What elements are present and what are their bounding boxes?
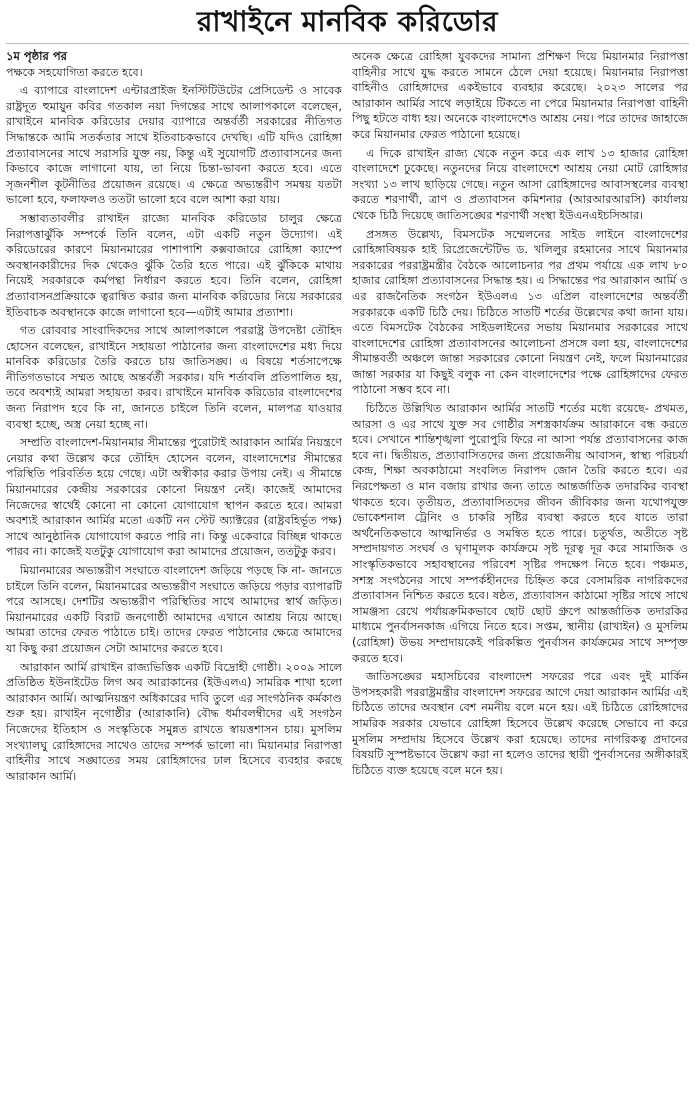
paragraph: জাতিসঙ্ঘের মহাসচিবের বাংলাদেশ সফরের পরে এবং দুই মার্কিন উপসহকারী পররাষ্ট্রমন্ত্রীর বাংলাদেশ সফরের আগে দেয়া আরাকান আর্মির এই চিঠিতে তাদের অবস্থান বেশ নমনীয় বলে মনে হয়। এই চিঠিতে রোহিঙ্গাদের সামরিক সরকার যেভাবে রোহিঙ্গা হিসেবে উল্লেখ করেছে সেভাবে না করে মুসলিম সম্প্রদায় হিসেবে উল্লেখ করা হয়েছে। তাদের নাগরিকত্ব প্রদানের বিষয়টি সুস্পষ্টভাবে উল্লেখ করা না হলেও তাদের স্থায়ী পুনর্বাসনের অঙ্গীকারই চিঠিতে ব্যক্ত হয়েছে বলে মনে হয়। bbox=[352, 670, 688, 777]
headline: রাখাইনে মানবিক করিডোর bbox=[6, 4, 689, 44]
continued-label: ১ম পৃষ্ঠার পর bbox=[6, 49, 67, 63]
paragraph: পক্ষকে সহযোগিতা করতে হবে। bbox=[6, 65, 143, 79]
left-column bbox=[6, 49, 342, 787]
paragraph: গত রোববার সাংবাদিকদের সাথে আলাপকালে পররাষ্ট্র উপদেষ্টা তৌহিদ হোসেন বলেছেন, রাখাইনে সহায়তা পাঠানোর জন্য বাংলাদেশের মধ্য দিয়ে মানবিক করিডোর তৈরি করতে চায় জাতিসঙ্ঘ। এ বিষয়ে শর্তসাপেক্ষে নীতিগতভাবে সম্মত আছে অন্তর্বর্তী সরকার। যদি শর্তাবলি প্রতিপালিত হয়, তবে অবশ্যই আমরা সহায়তা করব। রাখাইনে মানবিক করিডোর বাংলাদেশের জন্য নিরাপদ হবে কি না, জানতে চাইলে তিনি বলেন, মালপত্র যাওয়ার ব্যবস্থা হচ্ছে, অস্ত্র নেয়া হচ্ছে না। bbox=[6, 324, 342, 431]
paragraph: আরাকান আর্মি রাখাইন রাজ্যভিত্তিক একটি বিদ্রোহী গোষ্ঠী। ২০০৯ সালে প্রতিষ্ঠিত ইউনাইটেড লিগ অব আরাকানের (ইউএলএ) সামরিক শাখা হলো আরাকান আর্মি। আত্মনিয়ন্ত্রণ অধিকারের দাবি তুলে এর সাংগঠনিক কর্মকাণ্ড শুরু হয়। রাখাইন নৃগোষ্ঠীর (আরাকানি) বৌদ্ধ ধর্মাবলম্বীদের এই সংগঠন নিজেদের ইতিহাস ও সংস্কৃতিকে সমুন্নত রাখতে স্বায়ত্তশাসন চায়। মুসলিম সংখ্যালঘু রোহিঙ্গাদের সাথেও তাদের সম্পর্ক ভালো না। মিয়ানমার নিরাপত্তা বাহিনীর সাথে সঙ্ঘাতের সময় রোহিঙ্গাদের ঢাল হিসেবে ব্যবহার করছে আরাকান আর্মি। bbox=[6, 660, 342, 783]
paragraph: এ দিকে রাখাইন রাজ্য থেকে নতুন করে এক লাখ ১৩ হাজার রোহিঙ্গা বাংলাদেশে ঢুকেছে। নতুনদের নিয়ে বাংলাদেশে আশ্রয় নেয়া মোট রোহিঙ্গার সংখ্যা ১৩ লাখ ছাড়িয়ে গেছে। নতুন আসা রোহিঙ্গাদের আবাসস্থলের ব্যবস্থা করতে শরণার্থী, ত্রাণ ও প্রত্যাবাসন কমিশনার (আরআরআরসি) কার্যালয় থেকে চিঠি দিয়েছে জাতিসঙ্ঘের শরণার্থী সংস্থা ইউএনএইচসিআর। bbox=[352, 146, 688, 222]
paragraph: প্রসঙ্গত উল্লেখ্য, বিমসটেক সম্মেলনের সাইড লাইনে বাংলাদেশের রোহিঙ্গাবিষয়ক হাই রিপ্রেজেন্টেটিভ ড. খলিলুর রহমানের সাথে মিয়ানমার সরকারের পররাষ্ট্রমন্ত্রীর বৈঠকে আলোচনার পর প্রথম পর্যায়ে এক লাখ ৮০ হাজার রোহিঙ্গা প্রত্যাবাসনের সিদ্ধান্ত হয়। এ সিদ্ধান্তের পর আরাকান আর্মি ও এর রাজনৈতিক সংগঠন ইউএলএ ১৩ এপ্রিল বাংলাদেশের অন্তর্বর্তী সরকারকে একটি চিঠি দেয়। চিঠিতে সাতটি শর্তের উল্লেখের কথা জানা যায়। এতে বিমসটেক বৈঠকের সাইডলাইনের সভায় মিয়ানমার সরকারের সাথে বাংলাদেশের রোহিঙ্গা প্রত্যাবাসনের আলোচনা প্রসঙ্গে বলা হয়, বাংলাদেশের সীমান্তবর্তী অঞ্চলে জান্তা সরকারের কোনো নিয়ন্ত্রণ নেই, ফলে মিয়ানমারের জান্তা সরকার যা কিছুই বলুক না কেন বাংলাদেশের পক্ষে রোহিঙ্গাদের ফেরত পাঠানো সম্ভব হবে না। bbox=[352, 227, 688, 397]
paragraph: চিঠিতে উল্লিখিত আরাকান আর্মির সাতটি শর্তের মধ্যে রয়েছে- প্রথমত, আরসা ও এর সাথে যুক্ত সব গোষ্ঠীর সশস্ত্রকার্যক্রম আরাকানে বন্ধ করতে হবে। সেখানে শান্তিশৃঙ্খলা পুরোপুরি ফিরে না আসা পর্যন্ত প্রত্যাবাসনের কাজ হবে না। দ্বিতীয়ত, প্রত্যাবাসিতদের জন্য প্রয়োজনীয় আবাসন, স্বাস্থ্য পরিচর্যা কেন্দ্র, শিক্ষা অবকাঠামো সংবলিত নিরাপদ জোন তৈরি করতে হবে। এর নিরপেক্ষতা ও মান বজায় রাখার জন্য তাতে আন্তর্জাতিক তদারকির ব্যবস্থা থাকতে হবে। তৃতীয়ত, প্রত্যাবাসিতদের জীবন জীবিকার জন্য যথোপযুক্ত ভোকেশনাল ট্রেনিং ও চাকরি সৃষ্টির ব্যবস্থা করতে হবে যাতে তারা অর্থনৈতিকভাবে আত্মনির্ভর ও সমন্বিত হতে পারে। চতুর্থত, অতীতে সৃষ্ট সম্প্রদায়গত সংঘর্ষ ও ঘৃণামূলক কার্যক্রমে সৃষ্ট দূরত্ব দূর করে সামাজিক ও সাংস্কৃতিকভাবে সহাবস্থানের পরিবেশ সৃষ্টির পদক্ষেপ নিতে হবে। পঞ্চমত, সশস্ত্র সংগঠনের সাথে সম্পর্কহীনদের চিহ্নিত করে বেসামরিক নাগরিকদের প্রত্যাবাসন নিশ্চিত করতে হবে। ষষ্ঠত, প্রত্যাবাসন কাঠামো সৃষ্টির সাথে সাথে সামঞ্জস্য রেখে পর্যায়ক্রমিকভাবে ছোট ছোট গ্রুপে আন্তর্জাতিক তদারকির মাধ্যমে পুনর্বাসনকাজ এগিয়ে নিতে হবে। সপ্তম, স্থানীয় (রাখাইন) ও মুসলিম (রোহিঙ্গা) উভয় সম্প্রদায়কেই পরিকল্পিত পুনর্বাসন কার্যক্রমের সাথে সম্পৃক্ত করতে হবে। bbox=[352, 402, 688, 665]
paragraph: মিয়ানমারের অভ্যন্তরীণ সংঘাতে বাংলাদেশ জড়িয়ে পড়ছে কি না- জানতে চাইলে তিনি বলেন, মিয়ানমারের অভ্যন্তরীণ সংঘাতে জড়িয়ে পড়ার ব্যাপারটি পরে আসছে। দেশটির অভ্যন্তরীণ পরিস্থিতির সাথে আমাদের স্বার্থ জড়িত। মিয়ানমারের একটি বিরাট জনগোষ্ঠী আমাদের এখানে আশ্রয় নিয়ে আছে। আমরা তাদের ফেরত পাঠাতে চাই। তাদের ফেরত পাঠানোর ক্ষেত্রে আমাদের যা কিছু করা প্রয়োজন সেটা আমাদের করতে হবে। bbox=[6, 564, 342, 655]
paragraph: সম্ভাব্যতাবলীর রাখাইন রাজ্যে মানবিক করিডোর চালুর ক্ষেত্রে নিরাপত্তাঝুঁকি সম্পর্কে তিনি বলেন, এটা একটি নতুন উদ্যোগ। এই করিডোরের কারণে মিয়ানমারের পাশাপাশি কক্সবাজারে রোহিঙ্গা ক্যাম্পে অবস্থানকারীদের দিক থেকেও ঝুঁকি তৈরি হতে পারে। এই ঝুঁকিকে মাথায় নিয়েই সরকারকে কর্মপন্থা নির্ধারণ করতে হবে। তিনি বলেন, রোহিঙ্গা প্রত্যাবাসনপ্রক্রিয়াকে ত্বরান্বিত করার জন্য মানবিক করিডোর নিয়ে সরকারের ইতিবাচক অবস্থানকে কাজে লাগানো হবে—এটাই আমার প্রত্যাশা। bbox=[6, 211, 342, 319]
paragraph: এ ব্যাপারে বাংলাদেশ এন্টারপ্রাইজ ইনস্টিটিউটের প্রেসিডেন্ট ও সাবেক রাষ্ট্রদূত হুমায়ুন কবির গতকাল নয়া দিগন্তের সাথে আলাপকালে বলেছেন, রাখাইনে মানবিক করিডোর দেয়ার ব্যাপারে অন্তর্বর্তী সরকারের নীতিগত সিদ্ধান্তকে আমি সতর্কতার সাথে ইতিবাচকভাবে দেখছি। এটি যদিও রোহিঙ্গা প্রত্যাবাসনের সাথে সরাসরি যুক্ত নয়, কিন্তু এই সুযোগটি প্রত্যাবাসনের জন্য কিভাবে কাজে লাগানো যায়, তা নিয়ে চিন্তা-ভাবনা করতে হবে। এতে সৃজনশীল কূটনীতির প্রয়োজন রয়েছে। এ ক্ষেত্রে অভ্যন্তরীণ সমন্বয় যতটা ভালো হবে, ফলাফলও ততটা ভালো হবে বলে আশা করা যায়। bbox=[6, 84, 342, 207]
paragraph: সম্প্রতি বাংলাদেশ-মিয়ানমার সীমান্তের পুরোটাই আরাকান আর্মির নিয়ন্ত্রণে নেয়ার কথা উল্লেখ করে তৌহিদ হোসেন বলেন, বাংলাদেশের সীমান্তের পরিস্থিতি পরিবর্তিত হয়ে গেছে। এটা অস্বীকার করার উপায় নেই। এ সীমান্তে মিয়ানমারের কেন্দ্রীয় সরকারের কোনো নিয়ন্ত্রণ নেই। কাজেই আমাদের নিজেদের স্বার্থেই কোনো না কোনো যোগাযোগ স্থাপন করতে হবে। আমরা অবশ্যই আরাকান আর্মির মতো একটি নন স্টেট অ্যাক্টরের (রাষ্ট্রবহির্ভূত পক্ষ) সাথে আনুষ্ঠানিক যোগাযোগ করতে পারি না। কিন্তু একেবারে বিচ্ছিন্ন থাকতে পারব না। কাজেই যতটুকু যোগাযোগ করা আমাদের প্রয়োজন, ততটুকু করব। bbox=[6, 436, 342, 559]
paragraph: অনেক ক্ষেত্রে রোহিঙ্গা যুবকদের সামান্য প্রশিক্ষণ দিয়ে মিয়ানমার নিরাপত্তা বাহিনীর সাথে যুদ্ধ করতে সামনে ঠেলে দেয়া হয়েছে। মিয়ানমার নিরাপত্তা বাহিনীও রোহিঙ্গাদের একইভাবে ব্যবহার করেছে। ২০২৩ সালের পর আরাকান আর্মির সাথে লড়াইয়ে টিকতে না পেরে মিয়ানমার নিরাপত্তা বাহিনী পিছু হটতে বাধ্য হয়। অনেকে বাংলাদেশেও আশ্রয় নেয়। পরে তাদের জাহাজে করে মিয়ানমার ফেরত পাঠানো হয়েছে। bbox=[352, 50, 688, 141]
right-column bbox=[352, 49, 688, 787]
article-body bbox=[6, 49, 689, 787]
